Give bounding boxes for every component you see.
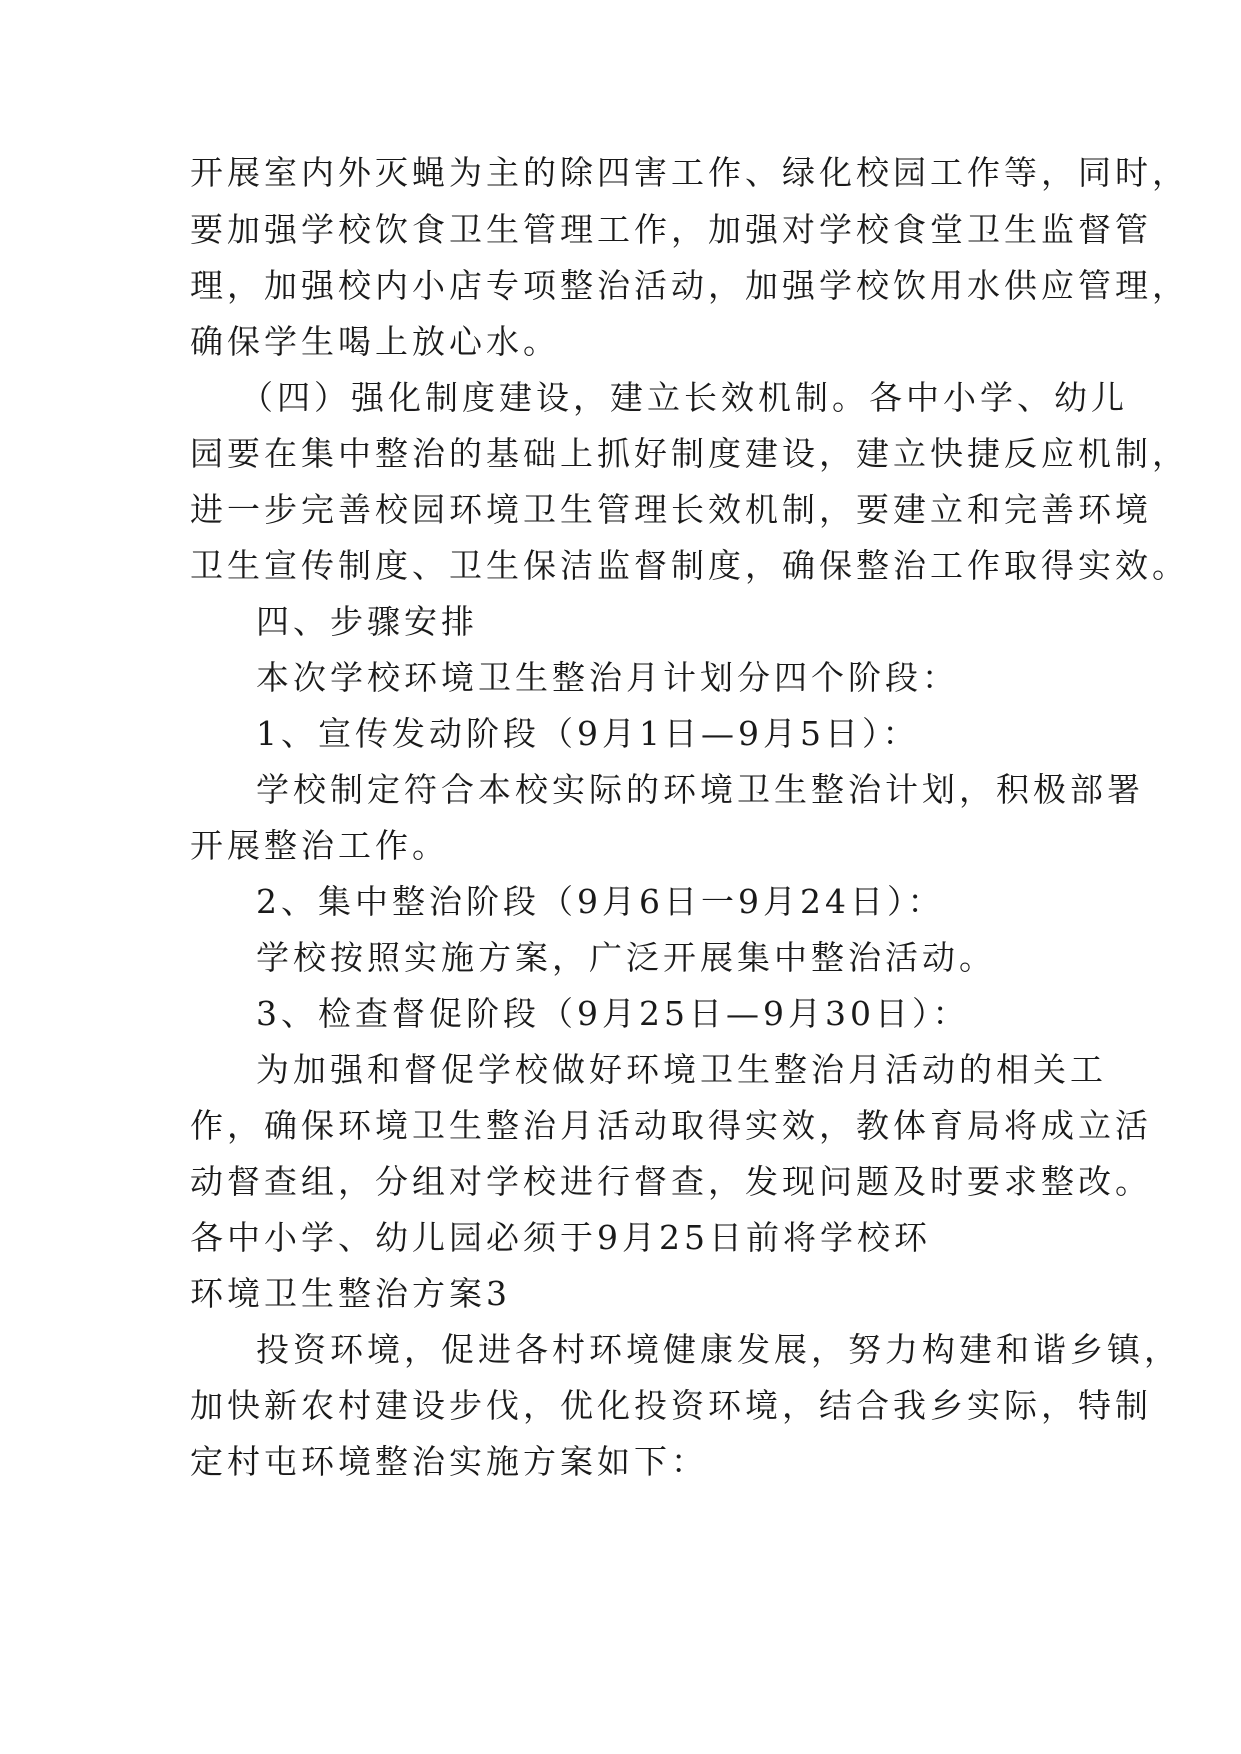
paragraph-line: 开展室内外灭蝇为主的除四害工作、绿化校园工作等，同时， [190,153,1189,192]
section-heading: 四、步骤安排 [256,602,478,641]
paragraph-line: 进一步完善校园环境卫生管理长效机制，要建立和完善环境 [190,490,1152,529]
paragraph-line: 学校按照实施方案，广泛开展集中整治活动。 [256,938,996,977]
paragraph-line: 开展整治工作。 [190,826,449,865]
paragraph-line: 加快新农村建设步伐，优化投资环境，结合我乡实际，特制 [190,1386,1152,1425]
paragraph-line: 理，加强校内小店专项整治活动，加强学校饮用水供应管理， [190,266,1189,305]
paragraph-line: 要加强学校饮食卫生管理工作，加强对学校食堂卫生监督管 [190,210,1152,249]
document-title: 环境卫生整治方案3 [190,1274,511,1313]
paragraph-line: 投资环境，促进各村环境健康发展，努力构建和谐乡镇， [256,1330,1181,1369]
paragraph-line: 本次学校环境卫生整治月计划分四个阶段： [256,658,959,697]
stage-heading: 2、集中整治阶段（9月6日一9月24日）： [256,882,945,921]
paragraph-line: 卫生宣传制度、卫生保洁监督制度，确保整治工作取得实效。 [190,546,1189,585]
paragraph-line: 为加强和督促学校做好环境卫生整治月活动的相关工 [256,1050,1107,1089]
stage-heading: 3、检查督促阶段（9月25日—9月30日）： [256,994,970,1033]
paragraph-line: （四）强化制度建设，建立长效机制。各中小学、幼儿 [240,378,1128,417]
paragraph-line: 各中小学、幼儿园必须于9月25日前将学校环 [190,1218,931,1257]
stage-heading: 1、宣传发动阶段（9月1日—9月5日）： [256,714,920,753]
paragraph-line: 定村屯环境整治实施方案如下： [190,1442,708,1481]
paragraph-line: 确保学生喝上放心水。 [190,322,560,361]
paragraph-line: 学校制定符合本校实际的环境卫生整治计划，积极部署 [256,770,1144,809]
paragraph-line: 园要在集中整治的基础上抓好制度建设，建立快捷反应机制， [190,434,1189,473]
paragraph-line: 作，确保环境卫生整治月活动取得实效，教体育局将成立活 [190,1106,1152,1145]
paragraph-line: 动督查组，分组对学校进行督查，发现问题及时要求整改。 [190,1162,1152,1201]
